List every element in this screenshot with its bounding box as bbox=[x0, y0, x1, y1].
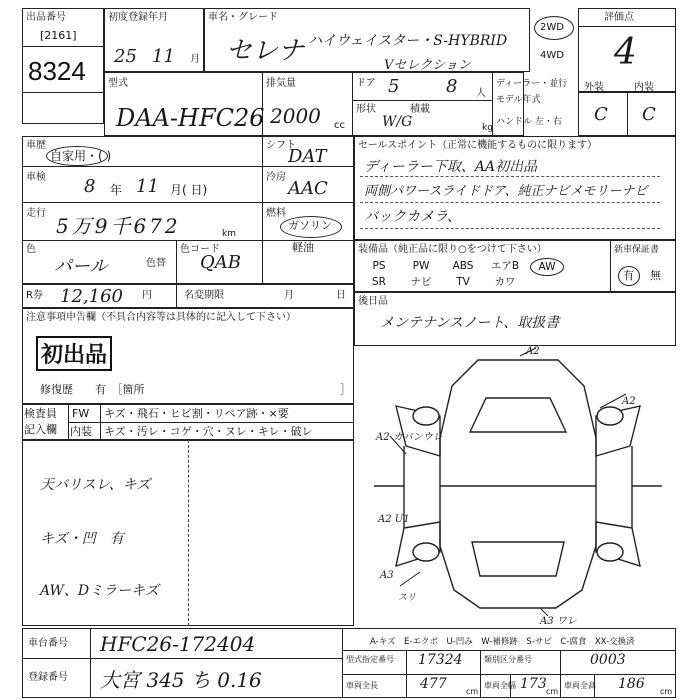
inspector-row2-items: キズ・汚レ・コゲ・穴・ヌレ・キレ・破レ bbox=[104, 425, 313, 438]
displacement-label: 排気量 bbox=[266, 78, 296, 89]
comment-line-3: AW、Dミラーキズ bbox=[40, 583, 159, 599]
inspector-label-1: 検査員 bbox=[24, 407, 57, 420]
sales-line-1: ディーラー下取、AA初出品 bbox=[364, 159, 538, 175]
afterward-value: メンテナンスノート、取扱書 bbox=[380, 315, 560, 331]
km-unit: km bbox=[222, 229, 236, 239]
name-change-label: 名変期限 bbox=[184, 290, 224, 301]
chassis-label: 車台番号 bbox=[28, 638, 68, 649]
width-cm: cm bbox=[546, 687, 559, 696]
notes-title: 注意事項申告欄（不具合内容等は具体的に記入して下さい） bbox=[26, 312, 296, 323]
fuel-gas: ガソリン bbox=[288, 219, 332, 232]
class-label: 類別区分番号 bbox=[484, 655, 532, 664]
sales-line-2: 両側パワースライドドア、純正ナビメモリーナビ bbox=[364, 184, 648, 199]
afterward-label: 後日品 bbox=[358, 296, 388, 307]
color-code: QAB bbox=[200, 252, 241, 273]
mark-a2-right: A2 bbox=[622, 396, 636, 407]
paint-label: 色替 bbox=[146, 258, 166, 269]
mark-a3-rear: A3 ワレ bbox=[540, 616, 577, 627]
width-value: 173 bbox=[520, 676, 547, 692]
equipment-aw: AW bbox=[530, 258, 564, 276]
car-name-label: 車名・グレード bbox=[208, 12, 278, 23]
length-cm: cm bbox=[466, 687, 479, 696]
drive-2wd: 2WD bbox=[540, 22, 564, 33]
inspector-row1-code: FW bbox=[72, 407, 90, 420]
load-label: 積載 bbox=[410, 104, 430, 115]
equipment-title: 装備品（純正品に限り○をつけて下さい） bbox=[358, 244, 547, 255]
mark-scratch: スリ bbox=[398, 593, 417, 603]
color: パール bbox=[54, 256, 108, 277]
height-cm: cm bbox=[660, 687, 673, 696]
shift: DAT bbox=[288, 146, 327, 167]
plate-label: 登録番号 bbox=[28, 672, 68, 683]
usage-circle bbox=[46, 146, 108, 166]
equipment-ps: PS bbox=[372, 260, 386, 272]
lot-sub-number: [2161] bbox=[40, 29, 77, 42]
shift-label: シフト bbox=[266, 140, 296, 151]
warranty-label: 新車保証書 bbox=[614, 245, 660, 255]
inspector-row2-code: 内装 bbox=[70, 425, 92, 438]
mark-a3-left: A3 bbox=[380, 570, 394, 581]
equipment-tv: TV bbox=[456, 276, 470, 288]
equipment-エアb: エアB bbox=[490, 260, 520, 272]
name-change-day: 日 bbox=[336, 290, 346, 301]
mark-a2-front: A2 bbox=[526, 346, 540, 357]
fuel-oil: 軽油 bbox=[292, 241, 314, 254]
cc-unit: cc bbox=[334, 120, 345, 131]
equipment-pw: PW bbox=[412, 260, 430, 272]
inspection-month-unit: 月( 日) bbox=[170, 183, 208, 197]
diagram-legend: A-キズ E-エクボ U-凹み W-補修跡 S-サビ C-腐食 XX-交換済 bbox=[370, 637, 635, 647]
inspection-month: 11 bbox=[136, 176, 159, 197]
inspector-row1-items: キズ・飛石・ヒビ割・リペア跡・×要 bbox=[104, 407, 289, 420]
first-reg-label: 初度登録年月 bbox=[108, 12, 168, 23]
exterior-grade: C bbox=[594, 104, 608, 125]
shape-label: 形状 bbox=[356, 104, 376, 115]
lot-label: 出品番号 bbox=[26, 12, 66, 23]
ac-label: 冷房 bbox=[266, 172, 286, 183]
mileage: 5万9千672 bbox=[56, 214, 181, 238]
drive-4wd: 4WD bbox=[540, 50, 564, 61]
fuel-label: 燃料 bbox=[266, 208, 286, 219]
warranty-no: 無 bbox=[650, 269, 661, 282]
comment-line-2: キズ・凹 有 bbox=[40, 531, 124, 547]
interior-label: 内装 bbox=[634, 82, 654, 93]
sales-title: セールスポイント（正常に機能するものに限ります） bbox=[358, 140, 598, 151]
seats: 8 bbox=[446, 76, 458, 97]
doors: 5 bbox=[388, 76, 400, 97]
model-label: 型式 bbox=[108, 78, 128, 89]
equipment-カワ: カワ bbox=[494, 276, 516, 288]
first-reg-month-unit: 月 bbox=[190, 54, 200, 65]
length-label: 車両全長 bbox=[346, 681, 378, 690]
model-year-label: モデル年式 bbox=[496, 95, 541, 105]
color-code-label: 色コード bbox=[180, 244, 220, 255]
first-reg-month: 11 bbox=[152, 46, 175, 67]
recycle-label: R券 bbox=[26, 290, 43, 301]
recycle-yen: 円 bbox=[142, 290, 152, 301]
grade-line-1: ハイウェイスター・S-HYBRID bbox=[308, 33, 508, 49]
type-spec-label: 型式指定番号 bbox=[346, 655, 394, 664]
dealer-label: ディーラー・並行 bbox=[496, 79, 568, 89]
equipment-sr: SR bbox=[372, 276, 386, 288]
width-label: 車両全幅 bbox=[484, 681, 516, 690]
kg-unit: kg bbox=[482, 123, 493, 133]
warranty-yes: 有 bbox=[623, 269, 634, 282]
rating-label: 評価点 bbox=[604, 12, 634, 23]
class-value: 0003 bbox=[590, 652, 626, 668]
height-label: 車両全高 bbox=[564, 681, 596, 690]
height-value: 186 bbox=[618, 676, 645, 692]
grade-line-2: Vセレクション bbox=[384, 58, 471, 73]
plate-value: 大宮 345 ち 0.16 bbox=[100, 668, 262, 692]
first-reg-year: 25 bbox=[114, 46, 137, 67]
recycle-value: 12,160 bbox=[60, 286, 123, 307]
mileage-label: 走行 bbox=[26, 208, 46, 219]
interior-grade: C bbox=[642, 104, 656, 125]
sales-line-3: バックカメラ、 bbox=[364, 209, 461, 225]
mark-a2-bumper: A2 カバンウレ bbox=[376, 432, 443, 443]
shape: W/G bbox=[382, 114, 413, 130]
repair-history: 修復歴 有 ［箇所 bbox=[40, 383, 145, 396]
equipment-abs: ABS bbox=[452, 260, 474, 272]
length-value: 477 bbox=[420, 676, 447, 692]
inspector-label-2: 記入欄 bbox=[24, 423, 57, 436]
ac: AAC bbox=[288, 178, 328, 199]
type-spec-value: 17324 bbox=[418, 652, 463, 668]
usage-label: 車歴 bbox=[26, 140, 46, 151]
equipment-ナビ: ナビ bbox=[410, 276, 432, 288]
inspection-year: 8 bbox=[84, 176, 96, 197]
model-code: DAA-HFC26 bbox=[116, 104, 265, 132]
usage-value: 自家用・( ) bbox=[50, 149, 112, 163]
lot-number: 8324 bbox=[28, 56, 86, 86]
door-label: ドア bbox=[356, 78, 376, 89]
inspection-label: 車検 bbox=[26, 172, 46, 183]
seats-unit: 人 bbox=[476, 88, 486, 99]
inspection-year-unit: 年 bbox=[110, 183, 123, 197]
handle-label: ハンドル 左・右 bbox=[496, 117, 562, 127]
car-damage-diagram bbox=[360, 346, 676, 622]
chassis-value: HFC26-172404 bbox=[100, 632, 256, 656]
first-listing-stamp: 初出品 bbox=[36, 336, 112, 371]
rating-value: 4 bbox=[614, 32, 637, 73]
comment-line-1: 天バリスレ、キズ bbox=[40, 477, 151, 493]
color-label: 色 bbox=[26, 244, 36, 255]
name-change-month: 月 bbox=[284, 290, 294, 301]
mark-a2-u1: A2 U1 bbox=[378, 514, 410, 525]
exterior-label: 外装 bbox=[584, 82, 604, 93]
displacement: 2000 bbox=[270, 104, 321, 128]
car-name: セレナ bbox=[226, 36, 305, 66]
